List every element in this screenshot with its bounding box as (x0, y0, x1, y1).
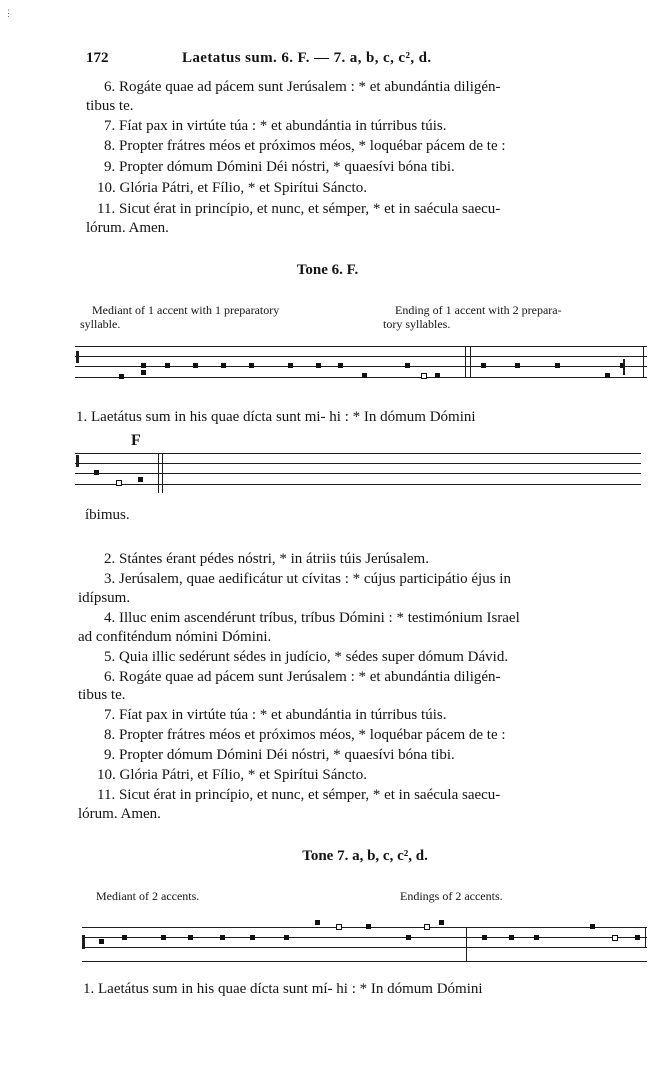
verse-line: idípsum. (78, 590, 131, 606)
mediant-note: Mediant of 2 accents. (96, 889, 200, 903)
verse-line: 7. Fíat pax in virtúte túa : * et abundántia in túrribus túis. (104, 118, 447, 134)
verse-line: 10. Glória Pátri, et Fílio, * et Spirítui Sáncto. (97, 767, 367, 783)
page-number: 172 (86, 50, 109, 66)
verse-line: 2. Stántes érant pédes nóstri, * in átriis túis Jerúsalem. (104, 551, 429, 567)
music-staff-ending (75, 453, 641, 493)
verse-line: 10. Glória Pátri, et Fílio, * et Spirítui Sáncto. (97, 180, 367, 196)
verse-line: 6. Rogáte quae ad pácem sunt Jerúsalem : * et abundántia diligén- (104, 669, 501, 685)
verse-line: tibus te. (78, 687, 126, 703)
section-title-tone7: Tone 7. a, b, c, c², d. (302, 848, 428, 864)
mediant-note: Mediant of 1 accent with 1 preparatory (92, 303, 280, 317)
chant-first-line: 1. Laetátus sum in his quae dícta sunt mi- hi : * In dómum Dómini (76, 409, 476, 425)
running-title: Laetatus sum. 6. F. — 7. a, b, c, c², d. (182, 50, 432, 66)
verse-line: 8. Propter frátres méos et próximos méos, * loquébar pácem de te : (104, 727, 506, 743)
verse-line: 8. Propter frátres méos et próximos méos, * loquébar pácem de te : (104, 138, 506, 154)
verse-line: 11. Sicut érat in princípio, et nunc, et sémper, * et in saécula saecu- (97, 787, 501, 803)
mediant-note: syllable. (80, 317, 121, 331)
verse-line: 7. Fíat pax in virtúte túa : * et abundántia in túrribus túis. (104, 707, 447, 723)
ending-label: F (131, 432, 141, 449)
music-staff-tone7 (82, 927, 647, 967)
verse-line: tibus te. (86, 98, 134, 114)
verse-line: 6. Rogáte quae ad pácem sunt Jerúsalem : * et abundántia diligén- (104, 79, 501, 95)
verse-line: 5. Quia illic sedérunt sédes in judício, * sédes super dómum Dávid. (104, 649, 509, 665)
verse-line: 4. Illuc enim ascendérunt tríbus, tríbus Dómini : * testimónium Israel (104, 610, 520, 626)
ending-note: Endings of 2 accents. (400, 889, 503, 903)
verse-line: 11. Sicut érat in princípio, et nunc, et sémper, * et in saécula saecu- (97, 201, 501, 217)
verse-line: 3. Jerúsalem, quae aedificátur ut cívitas : * cújus participátio éjus in (104, 571, 511, 587)
ending-note: tory syllables. (383, 317, 451, 331)
corner-mark: ⋮ (4, 8, 13, 18)
page-header (86, 50, 646, 72)
section-title-tone6: Tone 6. F. (296, 262, 359, 278)
chant-ending-word: íbimus. (85, 507, 130, 523)
verse-line: 9. Propter dómum Dómini Déi nóstri, * quaesívi bóna tibi. (104, 159, 455, 175)
verse-line: lórum. Amen. (78, 806, 161, 822)
verse-line: 9. Propter dómum Dómini Déi nóstri, * quaesívi bóna tibi. (104, 747, 455, 763)
music-staff-tone6 (75, 346, 647, 386)
ending-note: Ending of 1 accent with 2 prepara- (395, 303, 562, 317)
chant-first-line: 1. Laetátus sum in his quae dícta sunt mí- hi : * In dómum Dómini (83, 981, 483, 997)
verse-line: lórum. Amen. (86, 220, 169, 236)
verse-line: ad confiténdum nómini Dómini. (78, 629, 272, 645)
